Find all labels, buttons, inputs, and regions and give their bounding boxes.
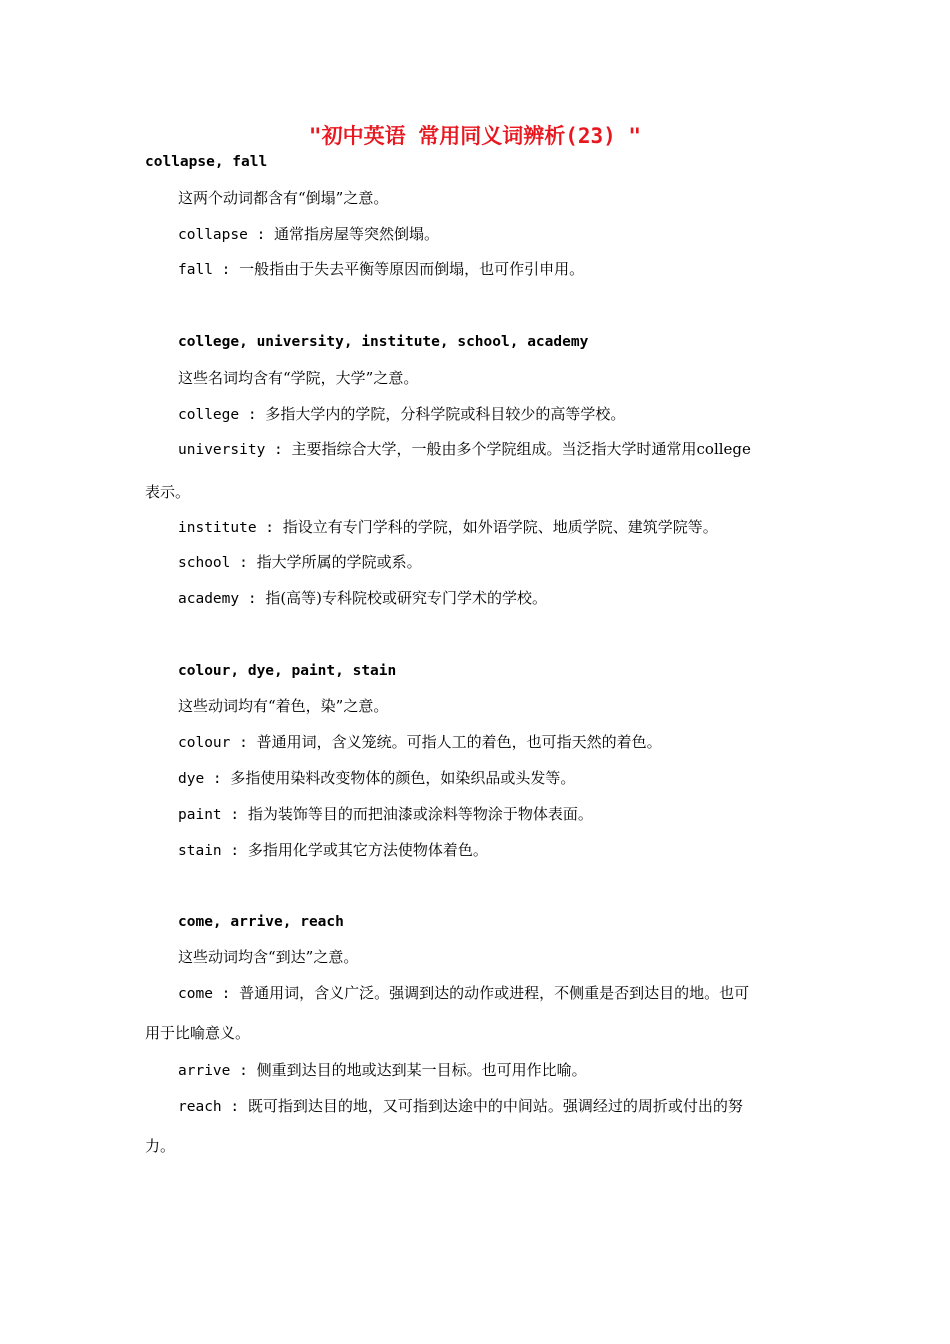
entry-word: dye	[178, 771, 205, 787]
entry-word: institute	[178, 520, 257, 536]
entry-line: paint : 指为装饰等目的而把油漆或涂料等物涂于物体表面。	[178, 805, 593, 823]
entry-text: 普通用词，含义笼统。可指人工的着色，也可指天然的着色。	[256, 733, 662, 751]
entry-text: 普通用词，含义广泛。强调到达的动作或进程，不侧重是否到达目的地。也可	[239, 984, 750, 1002]
entry-word: collapse	[178, 227, 248, 243]
document-title: "初中英语 常用同义词辨析(23) "	[308, 124, 642, 148]
section-intro: 这些动词均有“着色，染”之意。	[178, 697, 389, 715]
entry-word: paint	[178, 807, 222, 823]
entry-continuation: 用于比喻意义。	[145, 1024, 251, 1042]
entry-text: 既可指到达目的地，又可指到达途中的中间站。强调经过的周折或付出的努	[247, 1097, 743, 1115]
entry-line: university : 主要指综合大学，一般由多个学院组成。当泛指大学时通常用college	[178, 440, 751, 458]
entry-word: college	[178, 407, 240, 423]
entry-text: 指设立有专门学科的学院，如外语学院、地质学院、建筑学院等。	[282, 518, 718, 536]
entry-line: dye : 多指使用染料改变物体的颜色，如染织品或头发等。	[178, 769, 576, 787]
entry-text: 指大学所属的学院或系。	[256, 553, 422, 571]
entry-line: fall : 一般指由于失去平衡等原因而倒塌，也可作引申用。	[178, 260, 585, 278]
entry-text: 多指用化学或其它方法使物体着色。	[247, 841, 488, 859]
entry-line: colour : 普通用词，含义笼统。可指人工的着色，也可指天然的着色。	[178, 733, 662, 751]
entry-line: arrive : 侧重到达目的地或达到某一目标。也可用作比喻。	[178, 1061, 587, 1079]
section-intro: 这两个动词都含有“倒塌”之意。	[178, 189, 389, 207]
section-intro: 这些动词均含“到达”之意。	[178, 948, 359, 966]
entry-word: academy	[178, 591, 240, 607]
entry-line: stain : 多指用化学或其它方法使物体着色。	[178, 841, 488, 859]
entry-line: institute : 指设立有专门学科的学院，如外语学院、地质学院、建筑学院等。	[178, 518, 718, 536]
entry-word: reach	[178, 1099, 222, 1115]
entry-text: 侧重到达目的地或达到某一目标。也可用作比喻。	[256, 1061, 587, 1079]
entry-word: university	[178, 442, 266, 458]
section-heading: colour, dye, paint, stain	[178, 663, 397, 679]
entry-text: 通常指房屋等突然倒塌。	[274, 225, 440, 243]
entry-word: arrive	[178, 1063, 231, 1079]
entry-text: 指(高等)专科院校或研究专门学术的学校。	[265, 589, 548, 607]
entry-word: fall	[178, 262, 213, 278]
entry-text: 多指大学内的学院，分科学院或科目较少的高等学校。	[265, 405, 626, 423]
entry-text: 指为装饰等目的而把油漆或涂料等物涂于物体表面。	[247, 805, 593, 823]
entry-line: college : 多指大学内的学院，分科学院或科目较少的高等学校。	[178, 405, 626, 423]
entry-word: colour	[178, 735, 231, 751]
entry-line: reach : 既可指到达目的地，又可指到达途中的中间站。强调经过的周折或付出的努	[178, 1097, 743, 1115]
entry-text: 多指使用染料改变物体的颜色，如染织品或头发等。	[230, 769, 576, 787]
entry-line: school : 指大学所属的学院或系。	[178, 553, 422, 571]
entry-word: come	[178, 986, 213, 1002]
entry-word: stain	[178, 843, 222, 859]
section-heading: college, university, institute, school, academy	[178, 334, 589, 350]
entry-line: collapse : 通常指房屋等突然倒塌。	[178, 225, 440, 243]
entry-continuation: 力。	[145, 1137, 176, 1155]
entry-word: school	[178, 555, 231, 571]
entry-line: academy : 指(高等)专科院校或研究专门学术的学校。	[178, 589, 548, 607]
entry-continuation: 表示。	[145, 483, 191, 501]
section-intro: 这些名词均含有“学院，大学”之意。	[178, 369, 419, 387]
section-heading: come, arrive, reach	[178, 914, 344, 930]
entry-line: come : 普通用词，含义广泛。强调到达的动作或进程，不侧重是否到达目的地。也可	[178, 984, 750, 1002]
entry-text: 主要指综合大学，一般由多个学院组成。当泛指大学时通常用college	[291, 440, 751, 458]
entry-text: 一般指由于失去平衡等原因而倒塌，也可作引申用。	[239, 260, 585, 278]
section-heading: collapse, fall	[145, 154, 268, 170]
